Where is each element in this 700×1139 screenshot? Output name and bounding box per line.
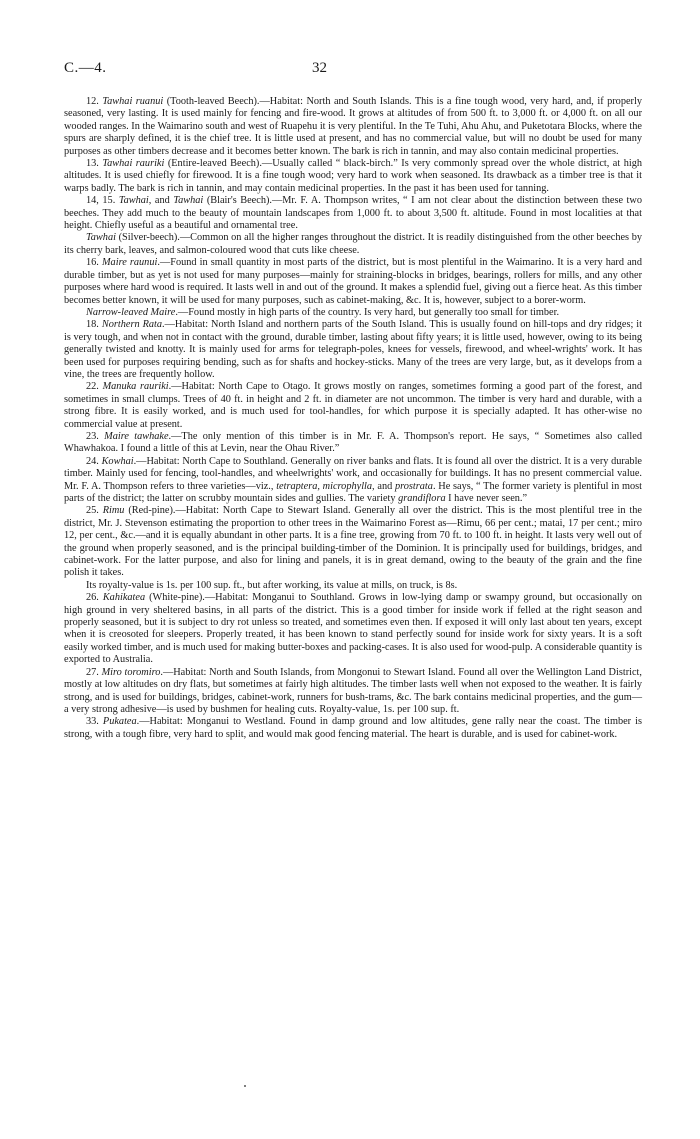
scan-speck (244, 1085, 246, 1087)
paragraph-narrow-leaved-maire: Narrow-leaved Maire.—Found mostly in high parts of the country. Is very hard, but generally too small for timber. (86, 306, 560, 318)
page-number: 32 (312, 60, 327, 76)
document-body (64, 96, 642, 741)
paragraph-tawhai-ruanui: 12. Tawhai ruanui (Tooth-leaved Beech).—Habitat: North and South Islands. This is a fine tough wood, very hard, and, if properly seasoned, very lasting. It is used mainly for fencing and fire-wood. It grows at altitudes of from 500 ft. to 3,000 ft. or 4,000 ft. on all our wooded ranges. In the Waimarino south and west of Ruapehu it is very plentiful. In the Te Tuhi, Ahu Ahu, and Puketotara Blocks, where the spurs are sharply defined, it is the chief tree. It is little used at present, and has no commercial value, but will no doubt be used for many purposes as other timbers decrease and it becomes better known. The bark is rich in tannin, and may also contain medicinal properties. (64, 96, 642, 157)
paragraph-tawhai-rauriki: 13. Tawhai rauriki (Entire-leaved Beech).—Usually called “ black-birch.” Is very commonly spread over the whole district, at high altitudes. It is used chiefly for firewood. It is a fine tough wood; very hard to work when seasoned. Its drawback as a timber tree is that it warps badly. The bark is rich in tannin, and may contain medicinal properties. In the past it has been used for tanning. (64, 158, 643, 194)
paragraph-pukatea: 33. Pukatea.—Habitat: Monganui to Westland. Found in damp ground and low altitudes, gene rally near the coast. The timber is strong, with a tough fibre, very hard to split, and would mak good fencing material. The heart is durable, and is used for cabinet-work. (64, 716, 642, 740)
paragraph-rimu: 25. Rimu (Red-pine).—Habitat: North Cape to Stewart Island. Generally all over the district. This is the most plentiful tree in the district, Mr. J. Stevenson estimating the proportion to other trees in the Waimarino Forest as—Rimu, 66 per cent.; matai, 17 per cent.; miro 12, per cent., &c.—and it is equally abundant in other parts. It is a fine tree, growing from 70 ft. to 100 ft. in height. It lasts very well out of the ground when properly seasoned, and is the principal building-timber of the Dominion. It is principally used for buildings, bridges, and cabinet-work. For the latter purpose, and also for lining and panels, it is in great demand, owing to the beauty of the grain and the fine polish it takes. (64, 505, 642, 579)
paragraph-manuka-rauriki: 22. Manuka rauriki.—Habitat: North Cape to Otago. It grows mostly on ranges, sometimes forming a good part of the forest, and sometimes in small clumps. Trees of 40 ft. in height and 2 ft. in diameter are not uncommon. The timber is very hard and durable, with a strong fibre. It is easily worked, and is much used for tool-handles, for which purpose it is specially adapted. It has other-wise no commercial value at present. (64, 381, 642, 430)
paragraph-rimu-royalty: Its royalty-value is 1s. per 100 sup. ft., but after working, its value at mills, on truck, is 8s. (86, 579, 458, 591)
paragraph-tawhai-blairs: 14, 15. Tawhai, and Tawhai (Blair's Beech).—Mr. F. A. Thompson writes, “ I am not clear about the distinction between these two beeches. They add much to the beauty of mountain landscapes from 1,000 ft. to about 3,500 ft. altitude. Found in most localities at that height. Chiefly useful as a beautiful and ornamental tree. (64, 195, 643, 232)
paragraph-northern-rata: 18. Northern Rata.—Habitat: North Island and northern parts of the South Island. This is usually found on hill-tops and dry ridges; it is very tough, and when not in contact with the ground, durable timber, lasting about fifty years; it is little used, however, owing to its being generally twisted and knotty. It is mainly used for arms for telegraph-poles, knees for vessels, firewood, and wheel-wrights' work. It has been used for purposes requiring bending, such as for shafts and hockey-sticks. Many of the trees are very large, but, as it develops from a vine, the trees are frequently hollow. (64, 319, 642, 380)
document-reference: C.—4. (64, 60, 107, 76)
paragraph-kowhai: 24. Kowhai.—Habitat: North Cape to Southland. Generally on river banks and flats. It is found all over the district. It is a very durable timber. Mainly used for fencing, tool-handles, and wheelwrights' work, and occasionally for buildings. It has no present commercial value. Mr. F. A. Thompson refers to three varieties—viz., tetraptera, microphylla, and prostrata. He says, “ The former variety is plentiful in most parts of the district; the latter on scrubby mountain sides and gullies. The variety grandiflora I have never seen.” (64, 455, 643, 504)
paragraph-silver-beech: Tawhai (Silver-beech).—Common on all the higher ranges throughout the district. It is readily distinguished from the other beeches by its cherry bark, leaves, and salmon-coloured wood that cuts like cheese. (64, 232, 642, 256)
paragraph-maire-raunui: 16. Maire raunui.—Found in small quantity in most parts of the district, but is most plentiful in the Waimarino. It is a very hard and durable timber, but as yet is not used for many purposes—mainly for straining-blocks in bridges, bearings, rollers for mills, and any other purposes where hard wood is required. It lasts well in and out of the ground. It makes a splendid fuel, giving out a fierce heat. As this timber becomes better known, it will be used for many purposes, such as cabinet-making, &c. It is, however, subject to a borer-worm. (64, 257, 642, 306)
paragraph-miro-toromiro: 27. Miro toromiro.—Habitat: North and South Islands, from Mongonui to Stewart Island. Found all over the Wellington Land District, mostly at low altitudes on dry flats, but sometimes at fairly high altitudes. The timber lasts well when not exposed to the weather. It is fairly strong, and is used for buildings, bridges, cabinet-work, runners for bush-trams, &c. The bark contains medicinal properties, and the gum—a very strong adhesive—is used by bushmen for healing cuts. Royalty-value, 1s. per 100 sup. ft. (64, 666, 642, 715)
paragraph-kahikatea: 26. Kahikatea (White-pine).—Habitat: Monganui to Southland. Grows in low-lying damp or swampy ground, but occasionally on high ground in very sheltered basins, in all parts of the district. This is a good timber for inside work if felled at the right season and properly seasoned, but it is subject to dry rot unless so treated, and sometimes even then. If exposed it will only last about ten years, except when it is creosoted for sleepers. Properly treated, it has been known to stand perfectly sound for inside work for sixty years. It is a soft easily worked timber, and is much used for making butter-boxes and packing-cases. It is also used for wood-pulp. A considerable quantity is exported to Australia. (64, 592, 642, 666)
paragraph-maire-tawhake: 23. Maire tawhake.—The only mention of this timber is in Mr. F. A. Thompson's report. He says, “ Sometimes also called Whawhakoa. I found a little of this at Levin, near the Ohau River.” (64, 430, 643, 455)
page-header (64, 60, 640, 80)
